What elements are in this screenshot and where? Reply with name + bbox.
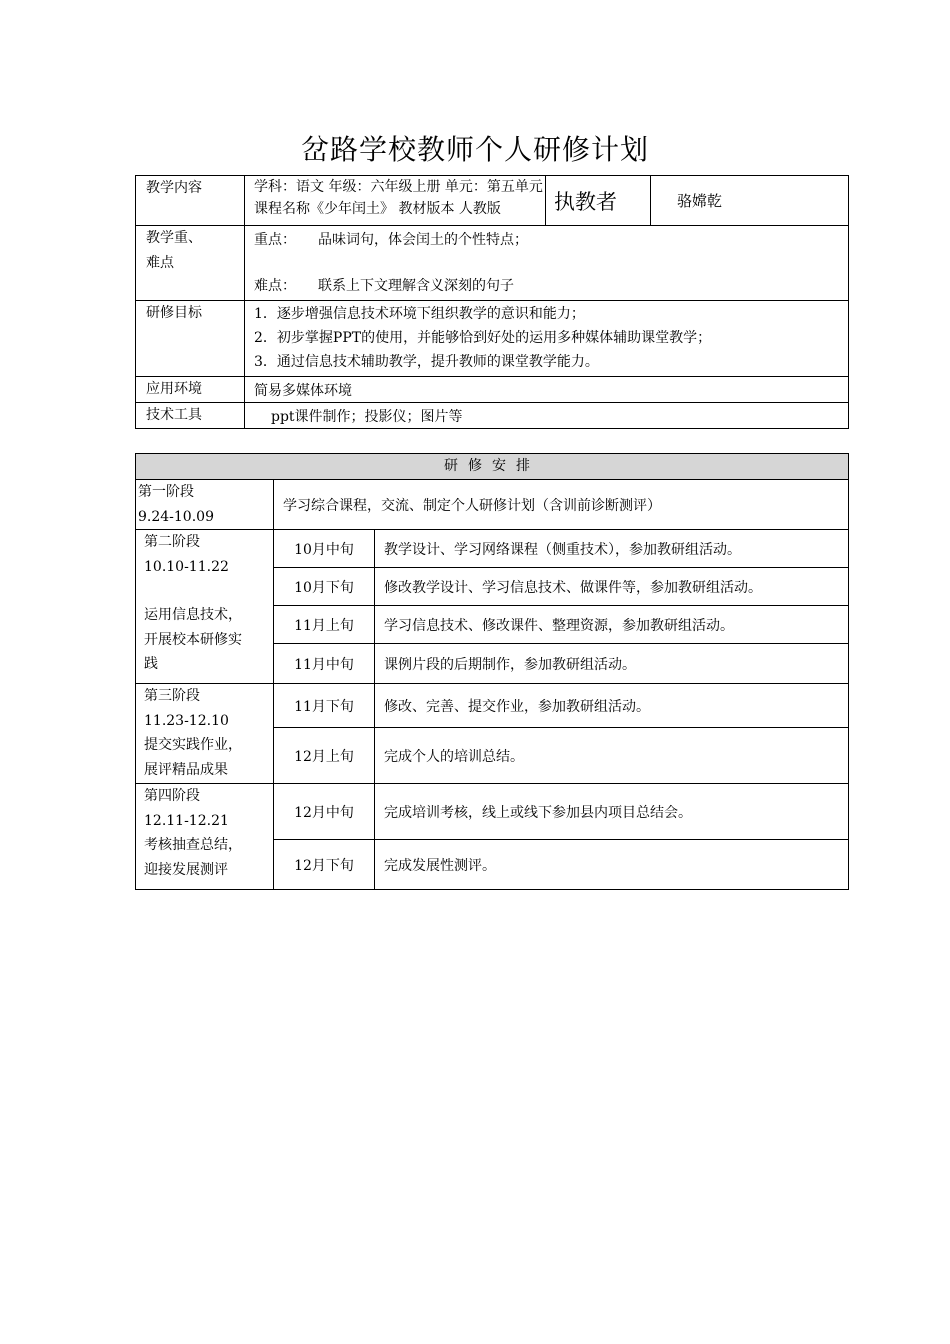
stage-4-desc-2: 迎接发展测评 <box>144 861 228 878</box>
teacher-label: 执教者 <box>546 176 651 226</box>
stage-1-task: 学习综合课程，交流、制定个人研修计划（含训前诊断测评） <box>274 480 849 530</box>
task-cell: 完成发展性测评。 <box>375 840 849 890</box>
difficulty-label: 难点： <box>254 278 296 294</box>
focus-cell <box>245 226 849 301</box>
stage-2-desc-3: 践 <box>144 656 158 672</box>
stage-3-desc-1: 提交实践作业， <box>144 737 242 753</box>
info-table <box>135 175 849 429</box>
content-label: 教学内容 <box>136 176 245 226</box>
difficulty-row <box>254 275 848 297</box>
focus-label-line-2: 难点 <box>146 255 174 271</box>
task-cell: 完成个人的培训总结。 <box>375 728 849 784</box>
task-cell: 课例片段的后期制作，参加教研组活动。 <box>375 644 849 684</box>
stage-3-desc-2: 展评精品成果 <box>144 761 228 778</box>
task-cell: 修改、完善、提交作业，参加教研组活动。 <box>375 684 849 728</box>
task-cell: 修改教学设计、学习信息技术、做课件等，参加教研组活动。 <box>375 568 849 606</box>
key-point-label: 重点： <box>254 232 296 248</box>
task-cell: 学习信息技术、修改课件、整理资源，参加教研组活动。 <box>375 606 849 644</box>
content-cell <box>245 176 546 226</box>
focus-label <box>136 226 245 301</box>
key-point-text: 品味词句，体会闰土的个性特点； <box>318 232 528 248</box>
stage-3-name: 第三阶段 <box>144 688 200 704</box>
page-title: 岔路学校教师个人研修计划 <box>300 133 649 166</box>
focus-label-line-1: 教学重、 <box>146 230 202 246</box>
key-point-row <box>254 229 848 251</box>
stage-1-label <box>136 480 274 530</box>
content-line-1: 学科：语文 年级：六年级上册 单元：第五单元 <box>254 179 543 195</box>
stage-3-label <box>136 684 274 784</box>
stage-2-label <box>136 530 274 684</box>
content-line-2: 课程名称《少年闰土》 教材版本 人教版 <box>254 201 501 217</box>
task-cell: 教学设计、学习网络课程（侧重技术），参加教研组活动。 <box>375 530 849 568</box>
schedule-heading: 研修安排 <box>136 454 849 480</box>
env-text: 简易多媒体环境 <box>245 377 849 403</box>
period-cell: 12月上旬 <box>274 728 375 784</box>
stage-2-dates: 10.10-11.22 <box>144 558 229 575</box>
tools-label: 技术工具 <box>136 403 245 429</box>
period-cell: 10月中旬 <box>274 530 375 568</box>
stage-4-label <box>136 784 274 890</box>
difficulty-text: 联系上下文理解含义深刻的句子 <box>318 278 514 294</box>
env-label: 应用环境 <box>136 377 245 403</box>
stage-1-dates: 9.24-10.09 <box>138 508 214 525</box>
period-cell: 12月中旬 <box>274 784 375 840</box>
goal-3: 3．通过信息技术辅助教学，提升教师的课堂教学能力。 <box>254 354 599 370</box>
period-cell: 11月下旬 <box>274 684 375 728</box>
stage-4-dates: 12.11-12.21 <box>144 812 229 829</box>
goal-2: 2．初步掌握PPT的使用，并能够恰到好处的运用多种媒体辅助课堂教学； <box>254 330 712 346</box>
period-cell: 11月中旬 <box>274 644 375 684</box>
teacher-name: 骆嫦乾 <box>651 176 849 226</box>
period-cell: 12月下旬 <box>274 840 375 890</box>
stage-2-desc-1: 运用信息技术， <box>144 607 242 623</box>
task-cell: 完成培训考核，线上或线下参加县内项目总结会。 <box>375 784 849 840</box>
goal-1: 1．逐步增强信息技术环境下组织教学的意识和能力； <box>254 306 585 322</box>
stage-1-name: 第一阶段 <box>138 484 194 500</box>
stage-4-name: 第四阶段 <box>144 788 200 804</box>
stage-4-desc-1: 考核抽查总结， <box>144 837 242 853</box>
period-cell: 11月上旬 <box>274 606 375 644</box>
tools-text: ppt课件制作；投影仪；图片等 <box>245 403 849 429</box>
schedule-table <box>135 453 849 890</box>
period-cell: 10月下旬 <box>274 568 375 606</box>
goals-label: 研修目标 <box>136 301 245 377</box>
stage-3-dates: 11.23-12.10 <box>144 712 229 729</box>
goals-cell <box>245 301 849 377</box>
stage-2-name: 第二阶段 <box>144 534 200 550</box>
stage-2-desc-2: 开展校本研修实 <box>144 631 242 648</box>
